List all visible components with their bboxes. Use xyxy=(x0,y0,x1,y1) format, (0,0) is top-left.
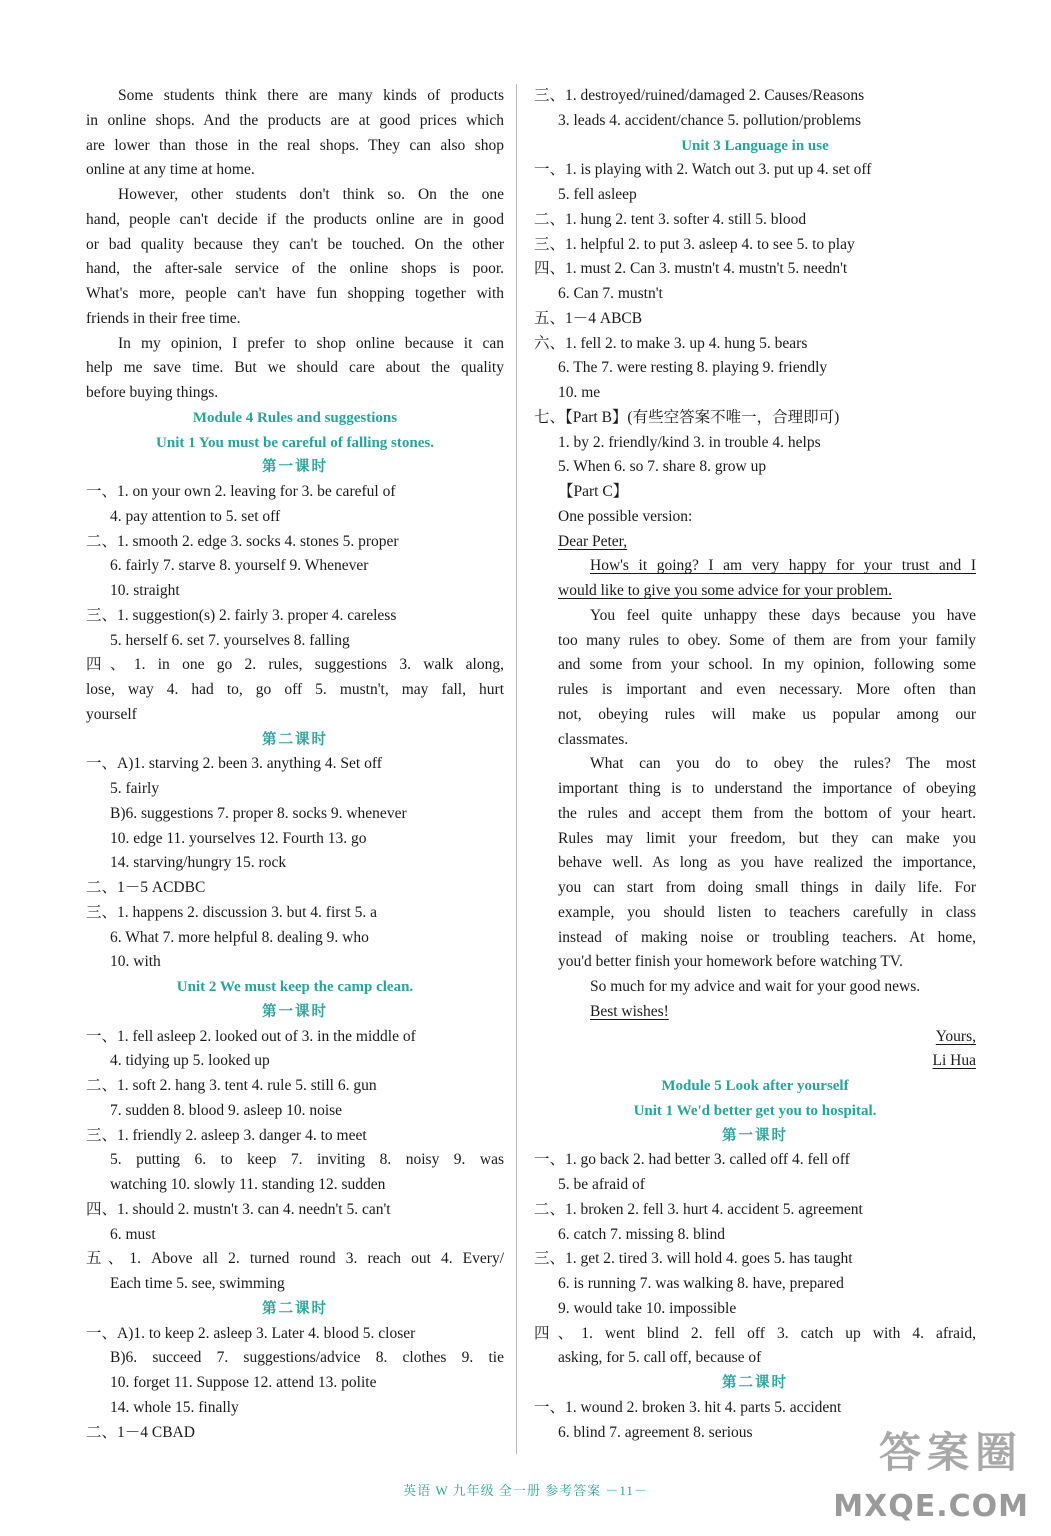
text-line: 三、1. happens 2. discussion 3. but 4. first 5. a xyxy=(86,903,378,921)
text-line: 三、1. get 2. tired 3. will hold 4. goes 5. has taught xyxy=(534,1250,853,1268)
text-line: 一、1. go back 2. had better 3. called off 4. fell off xyxy=(534,1151,850,1169)
text-line: 10. edge 11. yourselves 12. Fourth 13. go xyxy=(110,829,367,847)
text-line: 三、1. destroyed/ruined/damaged 2. Causes/Reasons xyxy=(534,87,865,104)
text-line: 10. straight xyxy=(110,582,180,599)
text-line: online at any time at home. xyxy=(86,161,255,179)
text-line: 4. tidying up 5. looked up xyxy=(110,1052,270,1070)
text-line: 三、1. helpful 2. to put 3. asleep 4. to see 5. to play xyxy=(534,235,855,253)
text-line: too many rules to obey. Some of them are from your family xyxy=(558,631,976,649)
text-line: What can you do to obey the rules? The most xyxy=(590,755,976,773)
text-line: 14. starving/hungry 15. rock xyxy=(110,854,287,872)
right-column xyxy=(534,84,976,1445)
text-line: B)6. succeed 7. suggestions/advice 8. clothes 9. tie xyxy=(110,1349,504,1367)
text-line: 6. must xyxy=(110,1225,156,1243)
text-line: 5. When 6. so 7. share 8. grow up xyxy=(558,458,767,476)
text-line: before buying things. xyxy=(86,384,219,401)
text-line: 5. fairly xyxy=(110,780,160,797)
text-line: not, obeying rules will make us popular among our xyxy=(558,705,976,723)
text-line: yourself xyxy=(86,705,137,723)
text-line: watching 10. slowly 11. standing 12. sudden xyxy=(110,1176,386,1193)
text-line: 一、A)1. to keep 2. asleep 3. Later 4. blood 5. closer xyxy=(86,1324,416,1342)
text-line: 二、1. smooth 2. edge 3. socks 4. stones 5. proper xyxy=(86,532,399,550)
text-line: 6. Can 7. mustn't xyxy=(558,285,663,302)
text-line: 二、1－4 CBAD xyxy=(86,1423,195,1441)
left-column xyxy=(86,84,504,1445)
text-line: 二、1. broken 2. fell 3. hurt 4. accident 5. agreement xyxy=(534,1200,863,1218)
text-line: 四、1. must 2. Can 3. mustn't 4. mustn't 5. needn't xyxy=(534,260,848,278)
text-line: 五、1－4 ABCB xyxy=(534,309,643,327)
text-line: 10. with xyxy=(110,953,161,971)
text-line: rules is important and even necessary. More often than xyxy=(558,681,976,698)
text-line: 1. by 2. friendly/kind 3. in trouble 4. helps xyxy=(558,433,821,451)
text-line: 二、1－5 ACDBC xyxy=(86,879,206,896)
text-line: in online shops. And the products are at good prices which xyxy=(86,111,504,129)
text-line: 4. pay attention to 5. set off xyxy=(110,507,281,525)
lesson-heading: 第二课时 xyxy=(262,1300,328,1317)
section-heading: Unit 3 Language in use xyxy=(681,137,829,154)
text-line: friends in their free time. xyxy=(86,309,241,327)
text-line: would like to give you some advice for your problem. xyxy=(558,582,893,599)
text-line: B)6. suggestions 7. proper 8. socks 9. whenever xyxy=(110,804,407,822)
text-line: 一、1. on your own 2. leaving for 3. be careful of xyxy=(86,483,396,500)
text-line: 一、1. is playing with 2. Watch out 3. put up 4. set off xyxy=(534,161,872,179)
text-line: 6. blind 7. agreement 8. serious xyxy=(558,1423,753,1441)
lesson-heading: 第一课时 xyxy=(722,1127,788,1144)
text-line: What's more, people can't have fun shopping together with xyxy=(86,285,504,302)
text-line: You feel quite unhappy these days because you have xyxy=(590,606,976,624)
text-line: you'd better finish your homework before watching TV. xyxy=(558,953,903,971)
section-heading: Module 5 Look after yourself xyxy=(661,1078,849,1094)
lesson-heading: 第一课时 xyxy=(262,459,328,476)
text-line: 六、1. fell 2. to make 3. up 4. hung 5. bears xyxy=(534,334,808,352)
text-line: 5. putting 6. to keep 7. inviting 8. noisy 9. was xyxy=(110,1151,504,1169)
column-divider xyxy=(516,84,517,1454)
text-line: 三、1. suggestion(s) 2. fairly 3. proper 4. careless xyxy=(86,606,397,624)
text-line: 二、1. soft 2. hang 3. tent 4. rule 5. still 6. gun xyxy=(86,1077,377,1094)
text-line: 6. is running 7. was walking 8. have, prepared xyxy=(558,1275,844,1292)
section-heading: Module 4 Rules and suggestions xyxy=(192,409,398,426)
text-line: asking, for 5. call off, because of xyxy=(558,1349,762,1367)
text-line: 7. sudden 8. blood 9. asleep 10. noise xyxy=(110,1101,343,1119)
text-line: Li Hua xyxy=(932,1052,976,1070)
text-line: you can start from doing small things in daily life. For xyxy=(558,879,976,896)
text-line: Each time 5. see, swimming xyxy=(110,1275,285,1292)
text-line: 3. leads 4. accident/chance 5. pollution/problems xyxy=(558,111,862,129)
text-line: 6. catch 7. missing 8. blind xyxy=(558,1225,726,1243)
text-line: classmates. xyxy=(558,730,629,748)
text-line: instead of making noise or troubling teachers. At home, xyxy=(558,928,976,946)
text-line: behave well. As long as you have realized the importance, xyxy=(558,854,976,872)
text-line: One possible version: xyxy=(558,507,693,525)
text-line: 10. forget 11. Suppose 12. attend 13. polite xyxy=(110,1374,377,1391)
text-line: important thing is to understand the importance of obeying xyxy=(558,780,976,797)
text-line: lose, way 4. had to, go off 5. mustn't, may fall, hurt xyxy=(86,681,504,698)
text-line: 9. would take 10. impossible xyxy=(558,1299,737,1317)
text-line: 5. fell asleep xyxy=(558,186,637,203)
text-line: 10. me xyxy=(558,384,601,401)
text-line: the rules and accept them from the bottom of your heart. xyxy=(558,804,976,822)
text-line: 四、1. should 2. mustn't 3. can 4. needn't 5. can't xyxy=(86,1200,391,1218)
text-line: 【Part C】 xyxy=(558,483,629,500)
text-line: 三、1. friendly 2. asleep 3. danger 4. to meet xyxy=(86,1126,367,1144)
text-line: 二、1. hung 2. tent 3. softer 4. still 5. blood xyxy=(534,210,807,228)
text-line: 6. The 7. were resting 8. playing 9. friendly xyxy=(558,359,828,377)
text-line: Dear Peter, xyxy=(558,532,628,550)
text-line: 一、A)1. starving 2. been 3. anything 4. Set off xyxy=(86,755,382,773)
text-line: 七、【Part B】(有些空答案不唯一，合理即可) xyxy=(534,408,840,426)
text-line: Some students think there are many kinds of products xyxy=(118,87,504,104)
text-line: and some from your school. In my opinion, following some xyxy=(558,656,976,674)
text-line: 6. What 7. more helpful 8. dealing 9. who xyxy=(110,928,369,946)
text-line: In my opinion, I prefer to shop online because it can xyxy=(118,334,504,352)
text-line: are lower than those in the real shops. They can also shop xyxy=(86,136,504,154)
text-line: 四、1. in one go 2. rules, suggestions 3. walk along, xyxy=(86,656,504,674)
text-line: 四、1. went blind 2. fell off 3. catch up with 4. afraid, xyxy=(534,1324,976,1342)
section-heading: Unit 2 We must keep the camp clean. xyxy=(176,979,414,995)
lesson-heading: 第二课时 xyxy=(262,731,328,748)
text-line: 14. whole 15. finally xyxy=(110,1398,239,1416)
lesson-heading: 第二课时 xyxy=(722,1375,788,1391)
page-footer: 英语 W 九年级 全一册 参考答案 －11－ xyxy=(403,1483,648,1498)
watermark-url: MXQE.COM xyxy=(833,1489,1029,1524)
text-line: 5. be afraid of xyxy=(558,1176,645,1193)
section-heading: Unit 1 We'd better get you to hospital. xyxy=(633,1102,877,1119)
text-line: Yours, xyxy=(935,1027,976,1045)
text-line: Best wishes! xyxy=(590,1002,669,1020)
text-line: Rules may limit your freedom, but they can make you xyxy=(558,829,976,847)
section-heading: Unit 1 You must be careful of falling stones. xyxy=(156,434,434,451)
text-line: hand, people can't decide if the products online are in good xyxy=(86,210,504,228)
text-line: So much for my advice and wait for your good news. xyxy=(590,978,921,995)
text-line: example, you should listen to teachers carefully in class xyxy=(558,903,976,921)
text-line: 五、1. Above all 2. turned round 3. reach out 4. Every/ xyxy=(86,1250,504,1268)
lesson-heading: 第一课时 xyxy=(262,1003,328,1020)
text-line: How's it going? I am very happy for your trust and I xyxy=(590,557,976,575)
text-line: 一、1. wound 2. broken 3. hit 4. parts 5. accident xyxy=(534,1398,842,1416)
text-line: 一、1. fell asleep 2. looked out of 3. in the middle of xyxy=(86,1027,416,1045)
text-line: hand, the after-sale service of the online shops is poor. xyxy=(86,260,504,278)
text-line: However, other students don't think so. On the one xyxy=(118,186,504,203)
watermark-cn: 答案圈 xyxy=(878,1428,1023,1477)
text-line: 6. fairly 7. starve 8. yourself 9. Whenever xyxy=(110,557,369,575)
text-line: help me save time. But we should care about the quality xyxy=(86,359,504,377)
text-line: or bad quality because they can't be touched. On the other xyxy=(86,235,504,253)
text-line: 5. herself 6. set 7. yourselves 8. falling xyxy=(110,631,350,649)
